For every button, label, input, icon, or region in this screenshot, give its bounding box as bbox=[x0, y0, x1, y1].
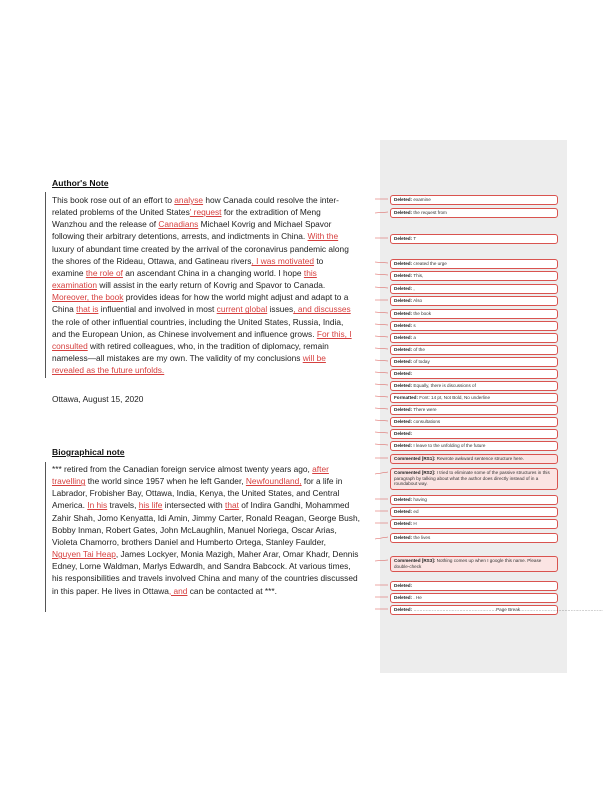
paragraph-line bbox=[52, 463, 382, 475]
text-run: how Canada could resolve the inter- bbox=[203, 195, 339, 205]
tracked-insertion: travelling bbox=[52, 476, 86, 487]
balloon-text: Rewrote awkward sentence structure here. bbox=[435, 456, 524, 461]
balloon-text: examine bbox=[412, 197, 431, 202]
text-run: This book rose out of an effort to bbox=[52, 195, 175, 205]
revision-balloon[interactable] bbox=[390, 208, 558, 218]
paragraph-line bbox=[52, 585, 382, 597]
paragraph-line bbox=[52, 364, 382, 376]
paragraph-line bbox=[52, 548, 382, 560]
balloon-label: Deleted: bbox=[394, 261, 413, 266]
text-run: luxury of abundant time created by the arrival of the coronavirus pandemic along bbox=[52, 243, 349, 254]
text-run: Bobby Inman, Robert Gates, John McLaughlin, Manuel Noriega, Oscar Arias, bbox=[52, 524, 337, 535]
balloon-label: Deleted: bbox=[394, 347, 413, 352]
tracked-insertion: Nguyen Tai Heap bbox=[52, 549, 116, 560]
balloon-text: H bbox=[412, 521, 417, 526]
balloon-text: s bbox=[412, 323, 416, 328]
text-run: Michael Kovrig and Michael Spavor bbox=[198, 219, 332, 230]
text-run: Zahir Shah, Jomo Kenyatta, Idi Amin, Jimmy Carter, Ronald Reagan, George Bush, bbox=[52, 512, 360, 523]
balloon-label: Deleted: bbox=[394, 419, 413, 424]
text-run: China bbox=[52, 304, 77, 315]
balloon-text: a bbox=[412, 335, 416, 340]
text-run: an ascendant China in a changing world. I hope bbox=[122, 267, 304, 278]
revision-balloon[interactable] bbox=[390, 533, 558, 543]
tracked-insertion: examination bbox=[52, 280, 97, 291]
tracked-insertion: Canadians bbox=[158, 219, 199, 230]
text-run: issues bbox=[267, 304, 294, 315]
balloon-label: Deleted: bbox=[394, 298, 413, 303]
text-run: of Indira Gandhi, Mohammed bbox=[238, 500, 350, 511]
balloon-label: Deleted: bbox=[394, 431, 413, 436]
revision-balloon[interactable] bbox=[390, 234, 558, 244]
revision-balloon[interactable] bbox=[390, 271, 558, 281]
balloon-label: Deleted: bbox=[394, 197, 413, 202]
text-run: the role of other influential countries, including the United States, Russia, India, bbox=[52, 316, 344, 327]
text-run: related problems of the United States bbox=[52, 207, 190, 218]
revision-balloon[interactable] bbox=[390, 417, 558, 427]
tracked-insertion: will be bbox=[302, 353, 326, 364]
tracked-insertion: , and bbox=[168, 585, 188, 596]
balloon-label: Deleted: bbox=[394, 273, 413, 278]
paragraph-line bbox=[52, 291, 382, 303]
balloon-text: ………………………………………………Page Break……………………………………………… bbox=[412, 607, 603, 612]
balloon-label: Deleted: bbox=[394, 371, 413, 376]
text-run: *** retired from the Canadian foreign service almost twenty years ago, bbox=[52, 464, 313, 474]
paragraph-line bbox=[52, 255, 382, 267]
text-run: America. bbox=[52, 500, 88, 511]
tracked-insertion: , and discusses bbox=[293, 304, 351, 315]
comment-balloon[interactable] bbox=[390, 468, 558, 490]
balloon-label: Deleted: bbox=[394, 286, 413, 291]
balloon-label: Deleted: bbox=[394, 595, 413, 600]
text-run: nameless—all mistakes are my own. The validity of my conclusions bbox=[52, 353, 303, 364]
text-run: his responsibilities and travels involved China and many of the countries discussed bbox=[52, 573, 358, 584]
balloon-text: I leave to the unfolding of the future bbox=[412, 443, 486, 448]
balloon-label: Formatted: bbox=[394, 395, 418, 400]
revision-balloon[interactable] bbox=[390, 441, 558, 451]
balloon-label: Deleted: bbox=[394, 311, 413, 316]
text-run: Violeta Chamorro, brothers Daniel and Humberto Ortega, Stanley Faulder, bbox=[52, 536, 326, 547]
paragraph-line bbox=[52, 340, 382, 352]
paragraph-line bbox=[52, 352, 382, 364]
balloon-label: Deleted: bbox=[394, 535, 413, 540]
paragraph-line bbox=[52, 218, 382, 230]
balloon-label: Deleted: bbox=[394, 335, 413, 340]
comment-balloon[interactable] bbox=[390, 454, 558, 464]
paragraph-line bbox=[52, 194, 382, 206]
balloon-label: Deleted: bbox=[394, 521, 413, 526]
text-run: the shores of the Rideau, Ottawa, and Gatineau rivers bbox=[52, 255, 252, 266]
tracked-insertion: For this, I bbox=[316, 328, 352, 339]
revision-balloon[interactable] bbox=[390, 321, 558, 331]
author-note-heading: Author's Note bbox=[52, 178, 109, 188]
balloon-text: the book bbox=[412, 311, 432, 316]
paragraph-line bbox=[52, 475, 382, 487]
balloon-label: Commented [RS3]: bbox=[394, 558, 436, 563]
tracked-insertion: ' request bbox=[189, 207, 222, 218]
text-run: in this paper. He lives in Ottawa bbox=[52, 585, 169, 596]
paragraph-line bbox=[52, 316, 382, 328]
revision-balloon[interactable] bbox=[390, 429, 558, 439]
text-run: provides ideas for how the world might adjust and adapt to a bbox=[123, 292, 349, 303]
paragraph-line bbox=[52, 560, 382, 572]
author-note-body bbox=[52, 194, 382, 376]
balloon-label: Commented [RS1]: bbox=[394, 456, 436, 461]
balloon-label: Commented [RS2]: bbox=[394, 470, 436, 475]
text-run: influential and involved in most bbox=[98, 304, 217, 315]
balloon-text: having bbox=[412, 497, 427, 502]
balloon-label: Deleted: bbox=[394, 497, 413, 502]
balloon-label: Deleted: bbox=[394, 607, 413, 612]
tracked-insertion: In his bbox=[87, 500, 108, 511]
paragraph-line bbox=[52, 267, 382, 279]
balloon-text: the request from bbox=[412, 210, 447, 215]
paragraph-line bbox=[52, 206, 382, 218]
balloon-label: Deleted: bbox=[394, 583, 413, 588]
paragraph-line bbox=[52, 279, 382, 291]
balloon-text: Equally, there is discussions of bbox=[412, 383, 476, 388]
tracked-insertion: With the bbox=[307, 231, 339, 242]
balloon-text: created the urge bbox=[412, 261, 447, 266]
balloon-label: Deleted: bbox=[394, 407, 413, 412]
balloon-label: Deleted: bbox=[394, 383, 413, 388]
change-bar bbox=[45, 192, 46, 378]
balloon-label: Deleted: bbox=[394, 323, 413, 328]
revision-balloon[interactable] bbox=[390, 381, 558, 391]
paragraph-line bbox=[52, 230, 382, 242]
tracked-insertion: that is bbox=[76, 304, 99, 315]
text-run: travels, bbox=[107, 500, 139, 511]
balloon-text: Also bbox=[412, 298, 423, 303]
text-run: the world since 1957 when he left Gander, bbox=[85, 476, 246, 487]
balloon-text: This, bbox=[412, 273, 424, 278]
text-run: to bbox=[314, 255, 324, 266]
balloon-text: Nothing comes up when I google this name. Please double-check bbox=[394, 558, 542, 569]
paragraph-line bbox=[52, 536, 382, 548]
revision-balloon[interactable] bbox=[390, 259, 558, 269]
balloon-label: Deleted: bbox=[394, 509, 413, 514]
author-note-signoff: Ottawa, August 15, 2020 bbox=[52, 394, 144, 404]
text-run: will assist in the early return of Kovrig and Spavor to Canada. bbox=[97, 280, 326, 291]
tracked-insertion: revealed as the future unfolds. bbox=[52, 365, 165, 376]
revision-balloon[interactable] bbox=[390, 333, 558, 343]
text-run: examine bbox=[52, 267, 86, 278]
tracked-insertion: Newfoundland, bbox=[245, 476, 302, 487]
revision-balloon[interactable] bbox=[390, 369, 558, 379]
paragraph-line bbox=[52, 572, 382, 584]
balloon-text: . He bbox=[412, 595, 422, 600]
revision-balloon[interactable] bbox=[390, 605, 603, 615]
tracked-insertion: that bbox=[225, 500, 239, 511]
balloon-label: Deleted: bbox=[394, 359, 413, 364]
text-run: for a life in bbox=[301, 476, 343, 487]
tracked-insertion: after bbox=[312, 464, 329, 474]
text-run: following their arbitrary detentions, arrests, and indictments in China. bbox=[52, 231, 308, 242]
balloon-text: , bbox=[412, 286, 415, 291]
balloon-text: T bbox=[412, 236, 417, 241]
revision-balloon[interactable] bbox=[390, 495, 558, 505]
tracked-insertion: consulted bbox=[52, 340, 88, 351]
balloon-text: consultations bbox=[412, 419, 441, 424]
revision-balloon[interactable] bbox=[390, 519, 558, 529]
change-bar bbox=[45, 462, 46, 612]
revision-balloon[interactable] bbox=[390, 195, 558, 205]
balloon-text: of the bbox=[412, 347, 425, 352]
paragraph-line bbox=[52, 512, 382, 524]
balloon-text: the lives bbox=[412, 535, 431, 540]
text-run: intersected with bbox=[162, 500, 225, 511]
text-run: for the extradition of Meng bbox=[221, 207, 321, 218]
balloon-label: Deleted: bbox=[394, 236, 413, 241]
tracked-insertion: analyse bbox=[174, 195, 204, 205]
bio-note-heading: Biographical note bbox=[52, 447, 125, 457]
bio-note-body bbox=[52, 463, 382, 597]
paragraph-line bbox=[52, 524, 382, 536]
balloon-label: Deleted: bbox=[394, 443, 413, 448]
balloon-text: There were bbox=[412, 407, 437, 412]
tracked-insertion: this bbox=[303, 267, 317, 278]
text-run: , James Lockyer, Monia Mazigh, Maher Arar, Omar Khadr, Dennis bbox=[115, 549, 359, 560]
tracked-insertion: , I was motivated bbox=[251, 255, 315, 266]
balloon-text: Font: 14 pt, Not Bold, No underline bbox=[418, 395, 491, 400]
balloon-text: of today bbox=[412, 359, 430, 364]
revision-balloon[interactable] bbox=[390, 507, 558, 517]
paragraph-line bbox=[52, 499, 382, 511]
tracked-insertion: Moreover, the book bbox=[52, 292, 124, 303]
paragraph-line bbox=[52, 243, 382, 255]
tracked-insertion: his life bbox=[138, 500, 163, 511]
revision-balloon[interactable] bbox=[390, 284, 558, 294]
revision-balloon[interactable] bbox=[390, 581, 558, 591]
balloon-text: ed bbox=[412, 509, 419, 514]
text-run: Labrador, Frobisher Bay, Ottawa, India, Kenya, the United States, and Central bbox=[52, 488, 340, 499]
paragraph-line bbox=[52, 487, 382, 499]
paragraph-line bbox=[52, 303, 382, 315]
revision-balloon[interactable] bbox=[390, 393, 558, 403]
comment-balloon[interactable] bbox=[390, 556, 558, 572]
revision-balloon[interactable] bbox=[390, 345, 558, 355]
balloon-text: I tried to eliminate some of the passive structures in this paragraph by talking about what the author does directly instead of in a roundabout way. bbox=[394, 470, 550, 487]
tracked-insertion: current global bbox=[216, 304, 268, 315]
text-run: can be contacted at ***. bbox=[187, 585, 277, 596]
text-run: Edney, Lorne Waldman, Marlys Edwardh, and Sandra Babcock. At various times, bbox=[52, 561, 351, 572]
text-run: with retired colleagues, who, in the tradition of diplomacy, remain bbox=[87, 340, 329, 351]
revision-balloon[interactable] bbox=[390, 593, 558, 603]
revision-balloon[interactable] bbox=[390, 296, 558, 306]
balloon-label: Deleted: bbox=[394, 210, 413, 215]
text-run: and the European Union, as Chinese involvement and influence grows. bbox=[52, 328, 317, 339]
text-run: Wanzhou and the release of bbox=[52, 219, 159, 230]
revision-balloon[interactable] bbox=[390, 405, 558, 415]
revision-balloon[interactable] bbox=[390, 357, 558, 367]
tracked-insertion: the role of bbox=[85, 267, 123, 278]
revision-balloon[interactable] bbox=[390, 309, 558, 319]
paragraph-line bbox=[52, 328, 382, 340]
